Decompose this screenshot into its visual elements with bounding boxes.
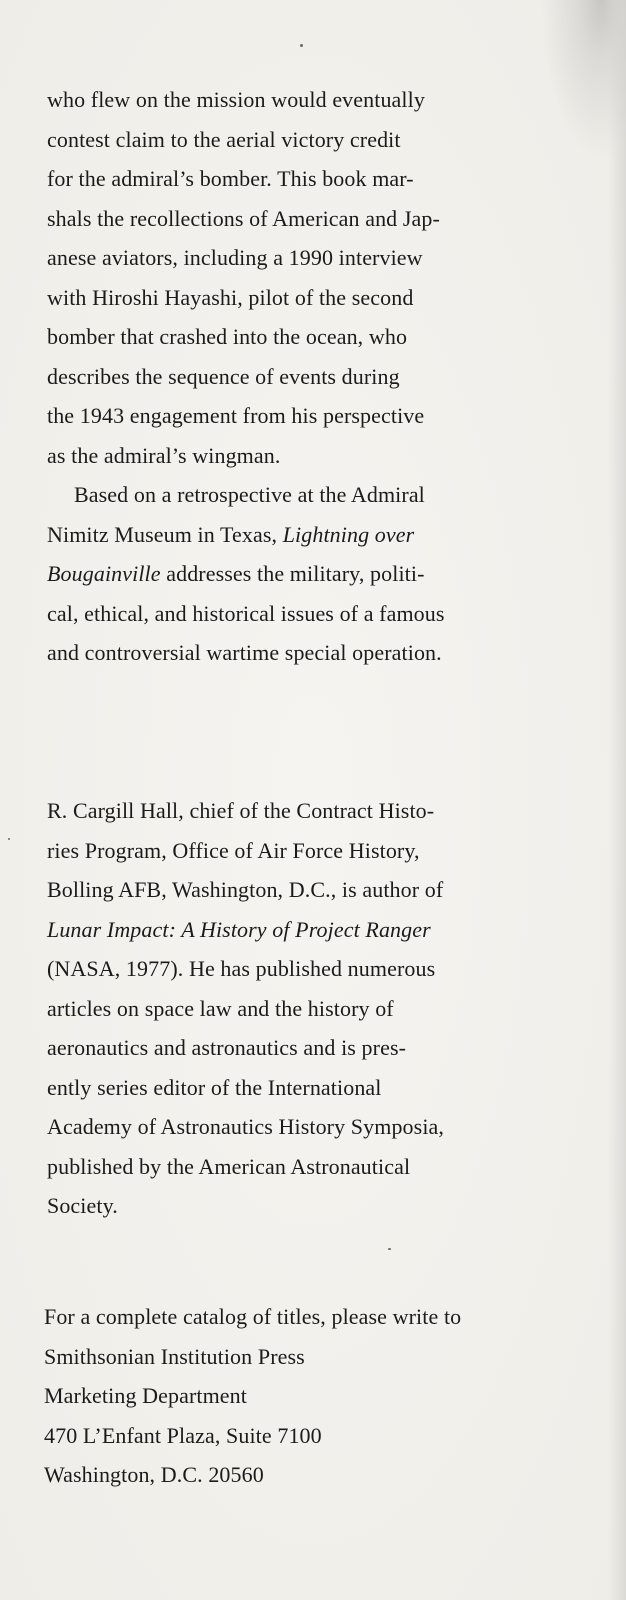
description-line: Based on a retrospective at the Admiral <box>74 482 425 507</box>
book-title-italic: Lightning over <box>282 521 415 547</box>
description-line: shals the recollections of American and Jap- <box>47 205 440 231</box>
description-line: anese aviators, including a 1990 interview <box>47 245 423 270</box>
catalog-address <box>44 1297 604 1495</box>
department-name: Marketing Department <box>44 1383 247 1408</box>
description-line: contest claim to the aerial victory credit <box>47 126 401 152</box>
publisher-name: Smithsonian Institution Press <box>44 1343 305 1369</box>
ink-speck <box>8 838 10 840</box>
text-run: Nimitz Museum in Texas, <box>47 521 283 547</box>
city-zip: Washington, D.C. 20560 <box>44 1462 264 1487</box>
description-line: as the admiral’s wingman. <box>47 442 281 468</box>
bio-line: articles on space law and the history of <box>47 995 394 1021</box>
description-line: who flew on the mission would eventually <box>47 87 425 112</box>
description-line: describes the sequence of events during <box>47 363 400 389</box>
bio-line: (NASA, 1977). He has published numerous <box>47 956 436 981</box>
bio-line: Academy of Astronautics History Symposia, <box>47 1114 444 1139</box>
bio-book-title: Lunar Impact: A History of Project Ranger <box>47 916 431 942</box>
bio-line: published by the American Astronautical <box>47 1153 411 1179</box>
description-line <box>47 554 607 594</box>
bio-line: ently series editor of the International <box>47 1074 382 1100</box>
bio-line: ries Program, Office of Air Force History, <box>47 837 420 863</box>
description-line: for the admiral’s bomber. This book mar- <box>47 166 414 191</box>
book-title-italic: Bougainville <box>47 561 161 586</box>
description-line <box>47 515 607 555</box>
ink-speck <box>388 1248 391 1250</box>
description-line: and controversial wartime special operation. <box>47 640 442 665</box>
description-line: with Hiroshi Hayashi, pilot of the second <box>47 284 414 310</box>
bio-line: Bolling AFB, Washington, D.C., is author of <box>47 877 444 902</box>
ink-speck <box>300 44 303 47</box>
bio-line: R. Cargill Hall, chief of the Contract Histo- <box>47 798 435 823</box>
street-address: 470 L’Enfant Plaza, Suite 7100 <box>44 1422 322 1448</box>
description-line: cal, ethical, and historical issues of a famous <box>47 600 445 626</box>
author-bio <box>47 791 607 1226</box>
description-line: bomber that crashed into the ocean, who <box>47 324 408 349</box>
catalog-request-line: For a complete catalog of titles, please write to <box>44 1304 462 1329</box>
page-edge-shadow <box>608 0 626 1600</box>
book-description <box>47 80 607 673</box>
text-run: addresses the military, politi- <box>160 561 425 586</box>
description-line: the 1943 engagement from his perspective <box>47 403 425 428</box>
bio-line: aeronautics and astronautics and is pres- <box>47 1035 407 1060</box>
bio-line: Society. <box>47 1193 118 1218</box>
